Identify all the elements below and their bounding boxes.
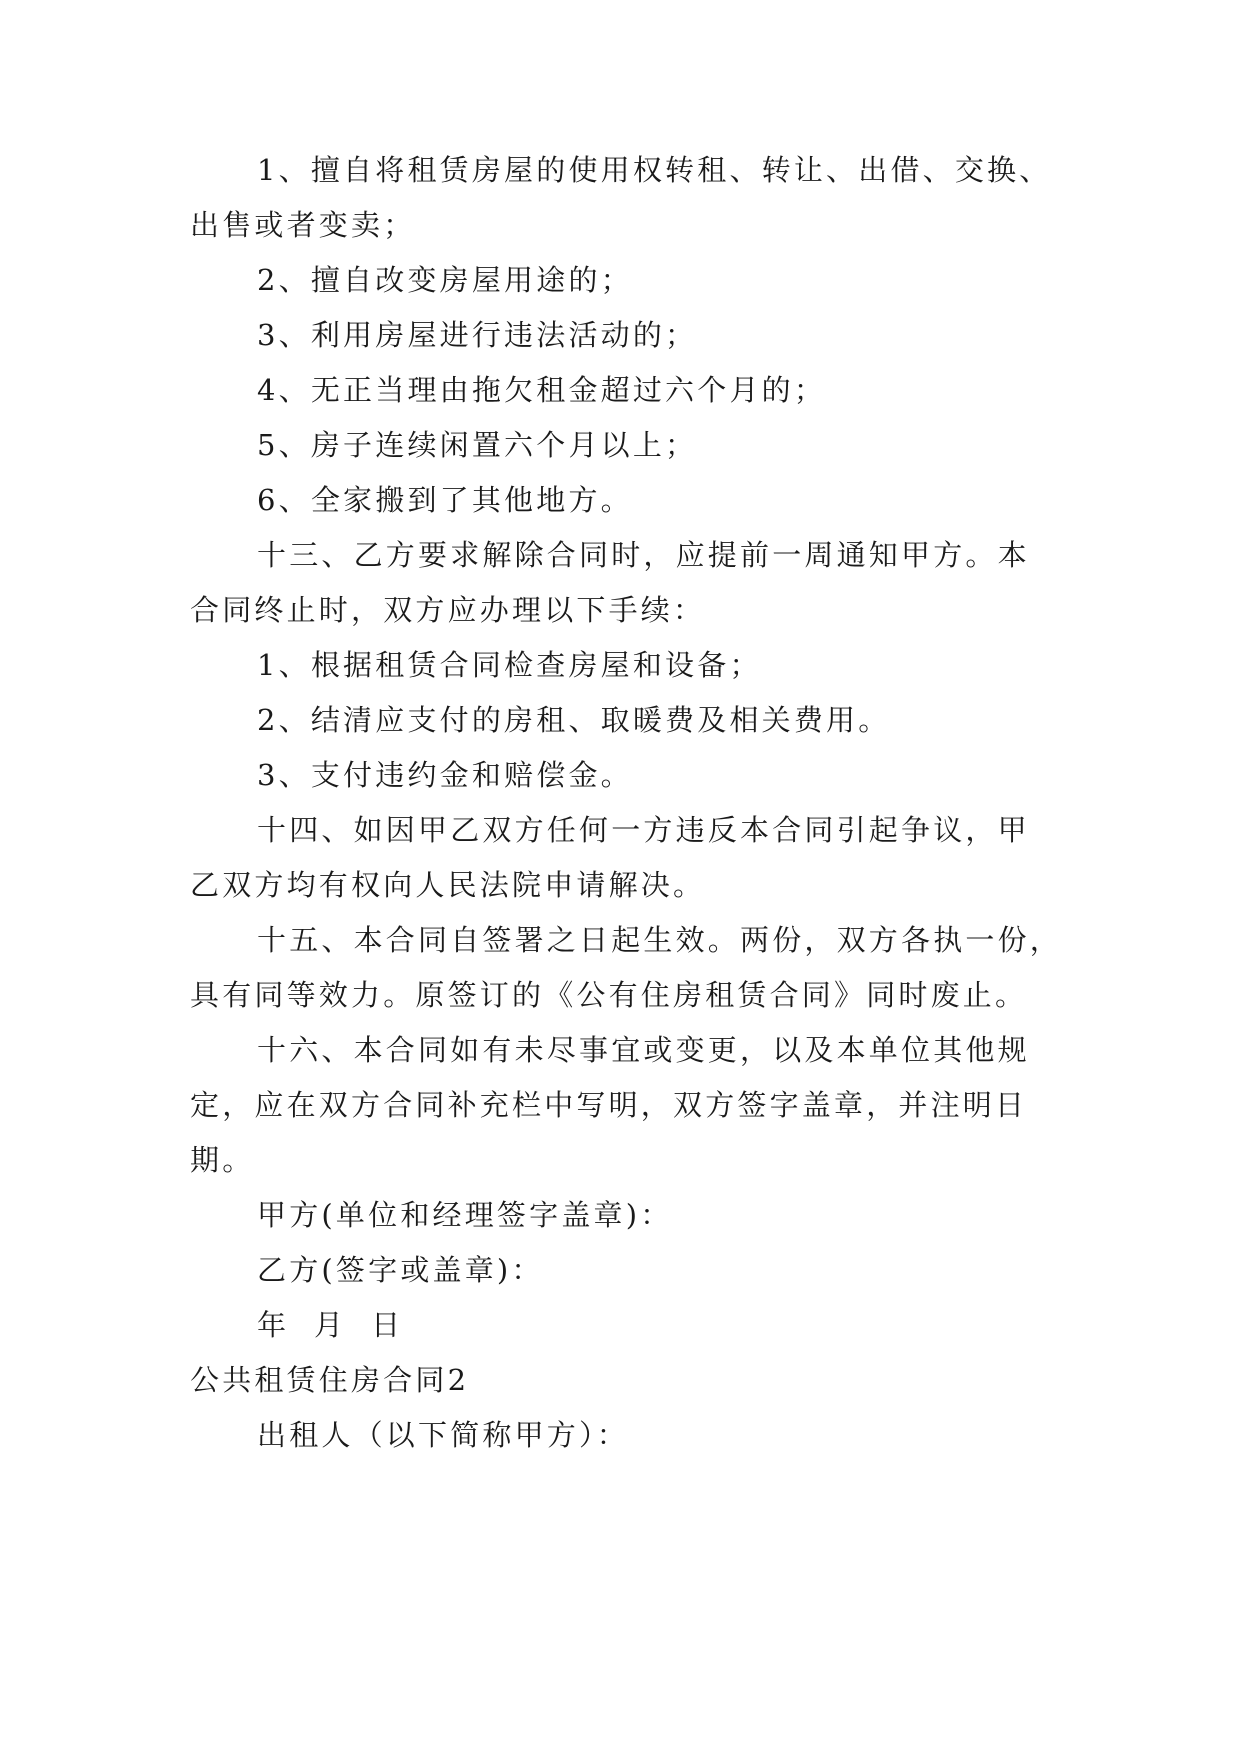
paragraph-line [0, 1032, 1241, 1072]
paragraph-line [0, 592, 1241, 632]
paragraph-line [0, 537, 1241, 577]
date-label: 年 月 日 [257, 1308, 404, 1342]
line-text: 3、支付违约金和赔偿金。 [257, 758, 633, 792]
line-text: 定，应在双方合同补充栏中写明，双方签字盖章，并注明日 [190, 1088, 1028, 1122]
line-text: 期。 [190, 1143, 255, 1177]
paragraph-line [0, 427, 1241, 467]
line-text: 十六、本合同如有未尽事宜或变更，以及本单位其他规 [257, 1033, 1030, 1067]
line-text: 2、结清应支付的房租、取暖费及相关费用。 [257, 703, 891, 737]
line-text: 具有同等效力。原签订的《公有住房租赁合同》同时废止。 [190, 978, 1028, 1012]
line-text: 出售或者变卖； [190, 208, 416, 242]
line-text: 十三、乙方要求解除合同时，应提前一周通知甲方。本 [257, 538, 1030, 572]
heading-line [0, 1362, 1241, 1402]
line-text: 5、房子连续闲置六个月以上； [257, 428, 698, 462]
line-text: 十五、本合同自签署之日起生效。两份，双方各执一份， [257, 923, 1063, 957]
paragraph-line [0, 757, 1241, 797]
contract-title: 公共租赁住房合同2 [190, 1363, 470, 1397]
paragraph-line [0, 207, 1241, 247]
paragraph-line [0, 1417, 1241, 1457]
paragraph-line [0, 812, 1241, 852]
party-b-signature-label: 乙方(签字或盖章)： [257, 1253, 544, 1287]
paragraph-line [0, 702, 1241, 742]
paragraph-line [0, 152, 1241, 192]
line-text: 十四、如因甲乙双方任何一方违反本合同引起争议，甲 [257, 813, 1030, 847]
line-text: 1、根据租赁合同检查房屋和设备； [257, 648, 762, 682]
signature-line [0, 1252, 1241, 1292]
line-text: 乙双方均有权向人民法院申请解决。 [190, 868, 706, 902]
signature-line [0, 1197, 1241, 1237]
line-text: 合同终止时，双方应办理以下手续： [190, 593, 706, 627]
line-text: 2、擅自改变房屋用途的； [257, 263, 633, 297]
paragraph-line [0, 977, 1241, 1017]
line-text: 出租人（以下简称甲方）： [257, 1418, 629, 1452]
paragraph-line [0, 317, 1241, 357]
paragraph-line [0, 1142, 1241, 1182]
party-a-signature-label: 甲方(单位和经理签字盖章)： [257, 1198, 673, 1232]
paragraph-line [0, 262, 1241, 302]
paragraph-line [0, 1087, 1241, 1127]
paragraph-line [0, 922, 1241, 962]
paragraph-line [0, 482, 1241, 522]
paragraph-line [0, 372, 1241, 412]
line-text: 1、擅自将租赁房屋的使用权转租、转让、出借、交换、 [257, 153, 1052, 187]
date-line [0, 1307, 1241, 1347]
paragraph-line [0, 647, 1241, 687]
line-text: 4、无正当理由拖欠租金超过六个月的； [257, 373, 827, 407]
line-text: 6、全家搬到了其他地方。 [257, 483, 633, 517]
line-text: 3、利用房屋进行违法活动的； [257, 318, 698, 352]
paragraph-line [0, 867, 1241, 907]
